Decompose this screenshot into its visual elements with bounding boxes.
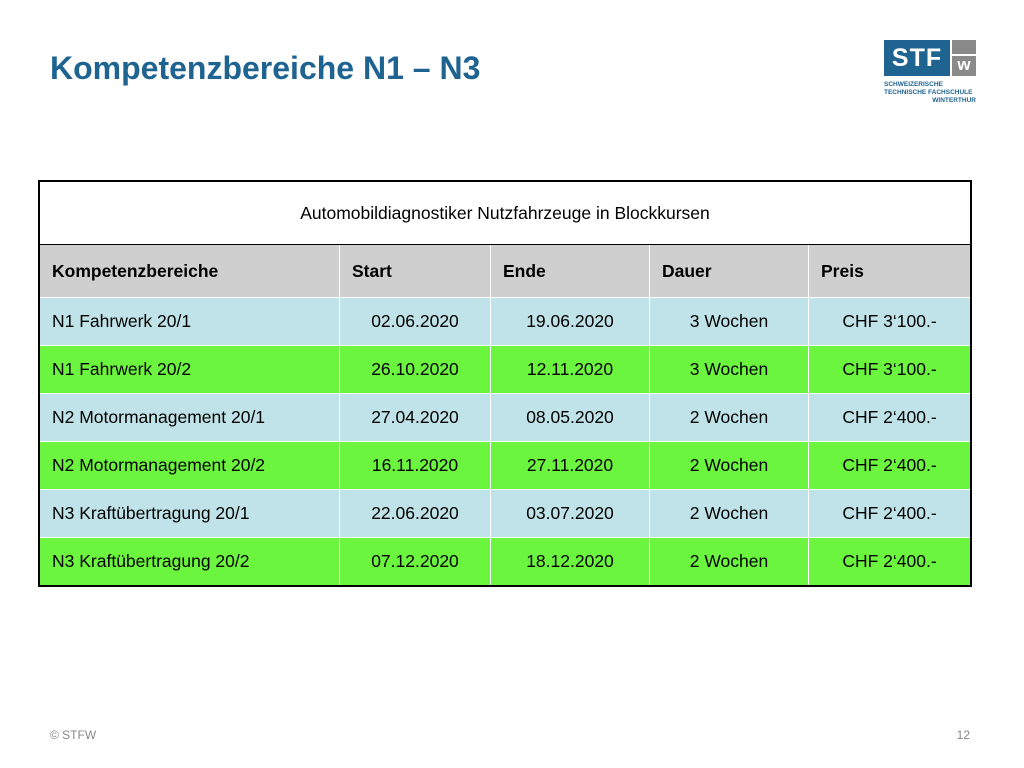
header-kompetenzbereiche: Kompetenzbereiche <box>39 245 340 298</box>
cell-start: 02.06.2020 <box>340 298 491 346</box>
table-row <box>39 538 971 587</box>
cell-ende: 08.05.2020 <box>491 394 650 442</box>
cell-kompetenzbereich: N1 Fahrwerk 20/2 <box>39 346 340 394</box>
cell-dauer: 3 Wochen <box>650 298 809 346</box>
cell-dauer: 2 Wochen <box>650 538 809 587</box>
cell-ende: 18.12.2020 <box>491 538 650 587</box>
table-header-row <box>39 245 971 298</box>
cell-kompetenzbereich: N3 Kraftübertragung 20/2 <box>39 538 340 587</box>
logo-line-3: WINTERTHUR <box>932 97 976 104</box>
logo-w-mark: w <box>952 56 976 76</box>
table-row <box>39 394 971 442</box>
cell-dauer: 2 Wochen <box>650 394 809 442</box>
cell-preis: CHF 2‘400.- <box>809 394 972 442</box>
cell-preis: CHF 2‘400.- <box>809 538 972 587</box>
cell-ende: 12.11.2020 <box>491 346 650 394</box>
table-row <box>39 298 971 346</box>
logo-text <box>884 81 976 105</box>
page-number: 12 <box>956 728 970 742</box>
table-caption: Automobildiagnostiker Nutzfahrzeuge in Blockkursen <box>39 181 971 245</box>
logo-line-2: TECHNISCHE FACHSCHULE <box>884 89 973 96</box>
cell-preis: CHF 2‘400.- <box>809 490 972 538</box>
cell-dauer: 2 Wochen <box>650 490 809 538</box>
cell-ende: 03.07.2020 <box>491 490 650 538</box>
cell-preis: CHF 2‘400.- <box>809 442 972 490</box>
cell-preis: CHF 3‘100.- <box>809 298 972 346</box>
header-start: Start <box>340 245 491 298</box>
table-caption-row <box>39 181 971 245</box>
course-table <box>38 180 972 587</box>
table-row <box>39 346 971 394</box>
stfw-logo <box>884 40 978 108</box>
cell-start: 26.10.2020 <box>340 346 491 394</box>
cell-ende: 27.11.2020 <box>491 442 650 490</box>
logo-stf-mark: STF <box>884 40 950 76</box>
cell-kompetenzbereich: N2 Motormanagement 20/1 <box>39 394 340 442</box>
cell-start: 16.11.2020 <box>340 442 491 490</box>
table-row <box>39 490 971 538</box>
header-dauer: Dauer <box>650 245 809 298</box>
cell-kompetenzbereich: N2 Motormanagement 20/2 <box>39 442 340 490</box>
cell-start: 07.12.2020 <box>340 538 491 587</box>
slide-title: Kompetenzbereiche N1 – N3 <box>50 50 481 86</box>
cell-start: 22.06.2020 <box>340 490 491 538</box>
cell-dauer: 2 Wochen <box>650 442 809 490</box>
cell-kompetenzbereich: N3 Kraftübertragung 20/1 <box>39 490 340 538</box>
logo-line-1: SCHWEIZERISCHE <box>884 81 943 88</box>
footer-copyright: © STFW <box>50 728 97 742</box>
logo-accent-block <box>952 40 976 54</box>
cell-ende: 19.06.2020 <box>491 298 650 346</box>
cell-start: 27.04.2020 <box>340 394 491 442</box>
table-row <box>39 442 971 490</box>
cell-kompetenzbereich: N1 Fahrwerk 20/1 <box>39 298 340 346</box>
header-ende: Ende <box>491 245 650 298</box>
cell-preis: CHF 3‘100.- <box>809 346 972 394</box>
header-preis: Preis <box>809 245 972 298</box>
cell-dauer: 3 Wochen <box>650 346 809 394</box>
